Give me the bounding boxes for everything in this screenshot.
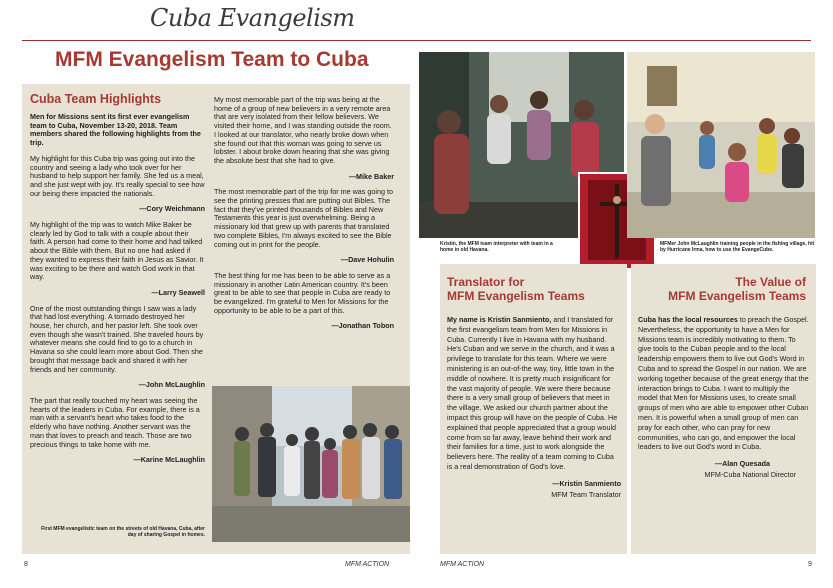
highlights-title: Cuba Team Highlights — [30, 92, 162, 106]
quote-text: The best thing for me has been to be able to serve as a missionary in another Latin American country. It's been great to be able to see that people in Cuba are ready to be evangelized. I'm grateful to Men for Missions for the opportunity to be able to be a part of this. — [214, 270, 391, 315]
value-author: —Alan Quesada — [714, 459, 770, 469]
right-footer-title: MFM ACTION — [440, 561, 485, 568]
translator-author: —Kristin Sanmiento — [552, 478, 621, 488]
translator-title-line1: Translator for — [447, 275, 525, 289]
translator-title — [447, 275, 585, 303]
value-title — [640, 275, 806, 303]
translator-role: MFM Team Translator — [551, 489, 621, 499]
section-kicker: Cuba Evangelism — [150, 4, 355, 32]
quote-author: —Larry Seawell — [151, 287, 205, 297]
translator-title-line2: MFM Evangelism Teams — [447, 289, 585, 303]
left-footer-title: MFM ACTION — [345, 561, 390, 568]
value-title-line1: The Value of — [735, 275, 806, 289]
quote-text: One of the most outstanding things I saw was a lady that had lost everything. A tornado destroyed her house, her church, and her pastor left. She took over even though she wasn't trained. She traveled hours by whatever means she could find to go to a church in Havana so she could learn more about God. Then she brought that message back and shared it with her friends and her community. — [30, 303, 204, 374]
quote-author: —Karine McLaughlin — [133, 455, 205, 465]
right-page-number: 9 — [808, 561, 812, 568]
value-title-line2: MFM Evangelism Teams — [668, 289, 806, 303]
highlights-intro: Men for Missions sent its first ever evangelism team to Cuba, November 13-20, 2018. Team members shared the following highlights from the trip. — [30, 112, 201, 148]
quote-text: My highlight of the trip was to watch Mike Baker be clearly led by God to talk with a couple about their faith. A person had come to their home and had talked about the Bible with them. But no one had asked if they wanted to express their faith in Jesus as Savior. It was exciting to be there and watch God work in that way. — [30, 220, 204, 282]
training-photo-caption: MFMer John McLaughlin training people in the fishing village, hit by Hurricane Irma, how to use the EvangeCube. — [660, 241, 815, 254]
quote-author: —Dave Hohulin — [340, 255, 394, 265]
quote-author: —John McLaughlin — [138, 380, 205, 390]
translator-body — [447, 315, 621, 506]
highlights-column-1 — [30, 113, 205, 472]
page-headline: MFM Evangelism Team to Cuba — [55, 48, 369, 71]
team-street-photo — [212, 386, 410, 542]
quote-text: My most memorable part of the trip was being at the home of a group of new believers in a very remote area that are very isolated from their fellow believers. We visited their home, and I was standing outside the room. I looked at our translator, who nearly broke down when she found out that this woman was going to serve us lobster. I about broke down hearing that she was giving the absolute best that she had to give. — [214, 95, 392, 165]
value-role: MFM-Cuba National Director — [704, 469, 796, 479]
team-photo-caption: First MFM evangelistic team on the streets of old Havana, Cuba, after day of sharing Gospel in homes. — [41, 526, 205, 539]
training-photo — [627, 52, 815, 238]
highlights-column-2 — [214, 96, 394, 338]
quote-text: The part that really touched my heart was seeing the hearts of the leaders in Cuba. For example, there is a man with a servant's heart who takes food to the elderly who have nothing. Another servant was the man that loves to preach and teach. Those are two precious things to take home with me. — [30, 395, 200, 449]
left-page-number: 8 — [24, 561, 28, 568]
translator-photo-caption: Kristin, the MFM team interpreter with team in a home in old Havana. — [440, 241, 553, 254]
header-rule — [22, 40, 811, 41]
value-text: to preach the Gospel. Nevertheless, the opportunity to have a Men for Missions team is incredibly motivating to them. To give tools to the Cuban people and to the local leadership empowers them to live out God's Word in Cuba and to spread the Gospel in our nation. We are working together because of the great energy that the interaction brings to Cuba. I want to multiply the model that Men for Missions uses, to create small groups of men who are able to empower other Cuban men. It is powerful when a small group of men can pray for each other, who can pray for new communities, who can go, and empower the local leaders to live out God's word in Cuba. — [638, 315, 809, 452]
quote-author: —Jonathan Tobon — [331, 321, 394, 331]
quote-author: —Mike Baker — [348, 171, 394, 181]
value-lead: Cuba has the local resources — [638, 315, 738, 324]
translator-text: and I translated for the first evangelism team from Men for Missions in Cuba. Currently I live in Havana with my husband. He's Cuban and we serve in the church, and it was a privilege to translate for this team. Where we were ministering is an out-of-the way, tiny, little town in the middle of nowhere. It is pretty much insignificant for the vast majority of people. We were there because there is a very small group of believers that meet in the village. We asked our church partner about the impact this group will have on the people of Cuba. He explained that people appreciated that a group would come from so far away, leave behind their work and their families for a time, just to work alongside the believers here. The reality of a team coming to Cuba is a real demonstration of God's love. — [447, 315, 618, 471]
quote-text: The most memorable part of the trip for me was going to see the printing presses that are putting out Bibles. The fact that they've printed thousands of Bibles and New Testaments this year is just overwhelming. Being a missionary kid that grew up with parents that translated two complete Bibles, I'm always excited to see the Bible coming out in print for the people. — [214, 187, 393, 249]
quote-text: My highlight for this Cuba trip was going out into the country and seeing a lady who took over for her husband to help support her family. She fed us a meal, and she just wept with joy. It's really special to see how our being there impacted the nationals. — [30, 153, 205, 198]
value-body — [638, 315, 810, 487]
translator-lead: My name is Kristin Sanmiento, — [447, 315, 552, 324]
quote-author: —Cory Weichmann — [139, 204, 205, 214]
